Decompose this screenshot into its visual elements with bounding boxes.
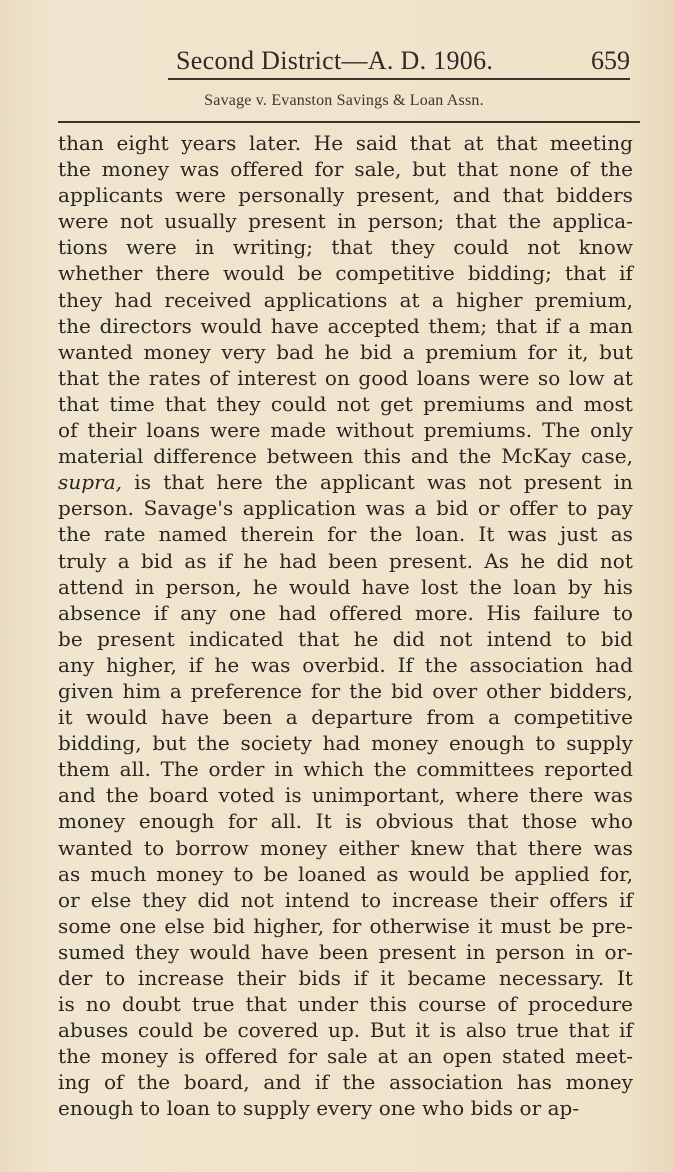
text-line: whether there would be competitive bidding; that if xyxy=(58,261,633,286)
text-line-remainder: is that here the applicant was not present in xyxy=(122,470,633,495)
text-line: material difference between this and the McKay case, xyxy=(58,444,633,469)
page-number: 659 xyxy=(591,46,630,75)
text-line: of their loans were made without premiums. The only xyxy=(58,418,633,443)
text-line: be present indicated that he did not intend to bid xyxy=(58,626,633,651)
text-line: der to increase their bids if it became necessary. It xyxy=(58,966,633,990)
text-line: truly a bid as if he had been present. As he did not xyxy=(58,548,633,573)
text-line: enough to loan to supply every one who bids or ap- xyxy=(58,1096,580,1121)
case-caption: Savage v. Evanston Savings & Loan Assn. xyxy=(204,92,484,109)
text-line: the money was offered for sale, but that none of the xyxy=(58,157,633,182)
text-line: some one else bid higher, for otherwise it must be pre- xyxy=(58,913,633,938)
text-line: than eight years later. He said that at that meeting xyxy=(58,131,633,155)
text-line: tions were in writing; that they could not know xyxy=(58,235,633,260)
text-line: the directors would have accepted them; that if a man xyxy=(58,313,633,338)
text-line: given him a preference for the bid over other bidders, xyxy=(58,678,633,703)
text-line: wanted money very bad he bid a premium for it, but xyxy=(58,339,633,364)
text-line: person. Savage's application was a bid or offer to pay xyxy=(58,496,633,521)
text-line: as much money to be loaned as would be applied for, xyxy=(58,861,633,886)
header-rule xyxy=(168,78,630,80)
text-line: and the board voted is unimportant, where there was xyxy=(58,783,633,808)
text-line: abuses could be covered up. But it is also true that if xyxy=(58,1018,633,1043)
text-line: the money is offered for sale at an open stated meet- xyxy=(58,1044,633,1069)
caption-rule xyxy=(58,121,640,123)
text-line: or else they did not intend to increase their offers if xyxy=(58,887,633,912)
text-line: money enough for all. It is obvious that those who xyxy=(58,809,633,834)
text-line: any higher, if he was overbid. If the association had xyxy=(58,652,633,677)
text-line: sumed they would have been present in person in or- xyxy=(58,939,633,964)
opinion-text xyxy=(58,130,633,1122)
italic-case-reference: supra, xyxy=(58,470,123,495)
text-line: bidding, but the society had money enough to supply xyxy=(58,731,633,756)
text-line: is no doubt true that under this course of procedure xyxy=(58,992,633,1017)
text-line: the rate named therein for the loan. It was just as xyxy=(58,522,633,547)
text-line: applicants were personally present, and that bidders xyxy=(58,183,633,208)
text-line: that time that they could not get premiums and most xyxy=(58,391,633,416)
text-line: ing of the board, and if the association has money xyxy=(58,1070,633,1095)
text-line: it would have been a departure from a competitive xyxy=(58,705,633,730)
running-head: Second District—A. D. 1906. xyxy=(176,46,494,75)
text-line-with-italic xyxy=(58,469,633,495)
text-line: wanted to borrow money either knew that there was xyxy=(58,835,633,860)
text-line: they had received applications at a higher premium, xyxy=(58,287,633,312)
page-header xyxy=(58,42,630,78)
text-line: them all. The order in which the committees reported xyxy=(58,757,633,782)
text-line: were not usually present in person; that the applica- xyxy=(58,209,633,234)
text-line: that the rates of interest on good loans were so low at xyxy=(58,365,633,390)
text-line: absence if any one had offered more. His failure to xyxy=(58,600,633,625)
text-line: attend in person, he would have lost the loan by his xyxy=(58,574,633,599)
